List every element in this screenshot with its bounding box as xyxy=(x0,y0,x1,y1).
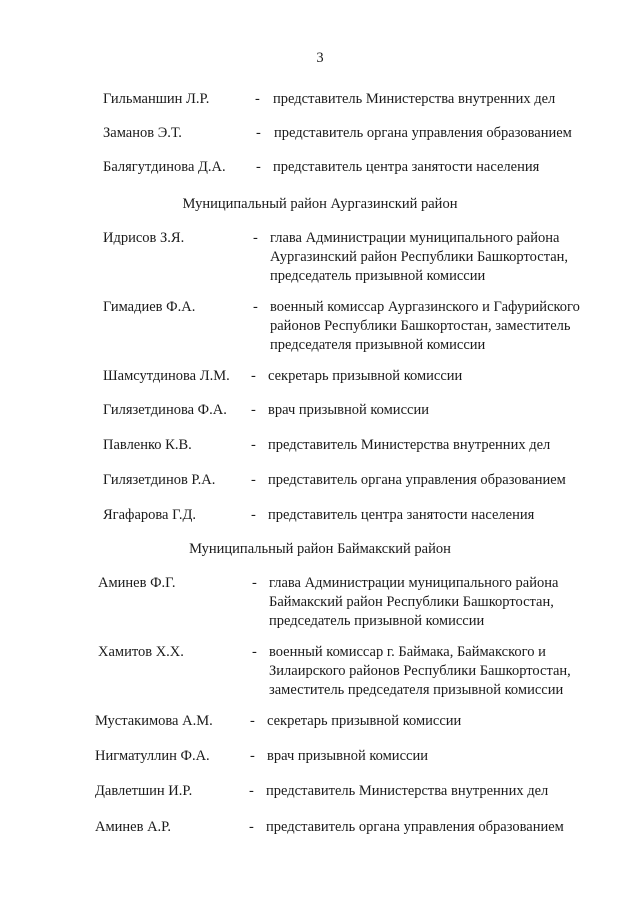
role-line: врач призывной комиссии xyxy=(267,748,428,764)
member-name: Давлетшин И.Р. xyxy=(95,783,193,799)
member-role xyxy=(274,124,572,143)
member-name: Ягафарова Г.Д. xyxy=(103,507,196,523)
member-role xyxy=(270,298,580,355)
member-name: Нигматуллин Ф.А. xyxy=(95,748,210,764)
member-role xyxy=(266,818,564,837)
role-line: представитель органа управления образованием xyxy=(268,472,566,488)
member-role xyxy=(273,90,555,109)
dash-separator: - xyxy=(249,783,254,799)
role-line: председатель призывной комиссии xyxy=(269,613,485,629)
role-line: военный комиссар г. Баймака, Баймакского и xyxy=(269,644,546,660)
member-name: Аминев Ф.Г. xyxy=(98,575,176,591)
member-name: Аминев А.Р. xyxy=(95,819,172,835)
dash-separator: - xyxy=(251,437,256,453)
role-line: врач призывной комиссии xyxy=(268,402,429,418)
role-line: секретарь призывной комиссии xyxy=(267,713,462,729)
member-role xyxy=(268,401,429,420)
member-role xyxy=(267,747,428,766)
role-line: Аургазинский район Республики Башкортостан, xyxy=(270,249,569,265)
role-line: глава Администрации муниципального района xyxy=(269,575,559,591)
member-name: Гилязетдинов Р.А. xyxy=(103,472,216,488)
role-line: представитель Министерства внутренних дел xyxy=(266,783,549,799)
member-name: Павленко К.В. xyxy=(103,437,192,453)
section-title: Муниципальный район Аургазинский район xyxy=(182,196,458,212)
dash-separator: - xyxy=(249,819,254,835)
member-name: Балягутдинова Д.А. xyxy=(103,159,226,175)
dash-separator: - xyxy=(252,575,257,591)
role-line: представитель Министерства внутренних дел xyxy=(268,437,551,453)
member-role xyxy=(268,506,534,525)
role-line: военный комиссар Аургазинского и Гафурийского xyxy=(270,299,580,315)
member-role xyxy=(269,643,571,700)
role-line: районов Республики Башкортостан, заместитель xyxy=(270,318,571,334)
dash-separator: - xyxy=(251,402,256,418)
role-line: председатель призывной комиссии xyxy=(270,268,486,284)
role-line: представитель органа управления образованием xyxy=(274,125,572,141)
role-line: заместитель председателя призывной комиссии xyxy=(269,682,564,698)
member-name: Хамитов Х.Х. xyxy=(98,644,184,660)
member-role xyxy=(267,712,461,731)
member-role xyxy=(268,471,566,490)
member-role xyxy=(269,574,558,631)
member-name: Идрисов З.Я. xyxy=(103,230,185,246)
member-role xyxy=(268,367,462,386)
role-line: представитель органа управления образованием xyxy=(266,819,564,835)
member-role xyxy=(266,782,548,801)
role-line: глава Администрации муниципального района xyxy=(270,230,560,246)
role-line: представитель центра занятости населения xyxy=(268,507,535,523)
role-line: Зилаирского районов Республики Башкортостан, xyxy=(269,663,571,679)
dash-separator: - xyxy=(251,507,256,523)
member-role xyxy=(268,436,550,455)
dash-separator: - xyxy=(253,299,258,315)
dash-separator: - xyxy=(253,230,258,246)
dash-separator: - xyxy=(252,644,257,660)
member-name: Гилязетдинова Ф.А. xyxy=(103,402,227,418)
dash-separator: - xyxy=(251,368,256,384)
member-name: Мустакимова А.М. xyxy=(95,713,213,729)
page-number: 3 xyxy=(316,50,324,66)
member-name: Заманов Э.Т. xyxy=(103,125,182,141)
dash-separator: - xyxy=(256,125,261,141)
dash-separator: - xyxy=(255,91,260,107)
member-name: Гильманшин Л.Р. xyxy=(103,91,210,107)
member-role xyxy=(270,229,568,286)
dash-separator: - xyxy=(250,748,255,764)
dash-separator: - xyxy=(250,713,255,729)
member-role xyxy=(273,158,539,177)
member-name: Гимадиев Ф.А. xyxy=(103,299,196,315)
dash-separator: - xyxy=(251,472,256,488)
member-name: Шамсутдинова Л.М. xyxy=(103,368,230,384)
role-line: Баймакский район Республики Башкортостан, xyxy=(269,594,554,610)
dash-separator: - xyxy=(256,159,261,175)
section-title: Муниципальный район Баймакский район xyxy=(189,541,451,557)
role-line: представитель центра занятости населения xyxy=(273,159,540,175)
role-line: секретарь призывной комиссии xyxy=(268,368,463,384)
role-line: председателя призывной комиссии xyxy=(270,337,486,353)
role-line: представитель Министерства внутренних дел xyxy=(273,91,556,107)
